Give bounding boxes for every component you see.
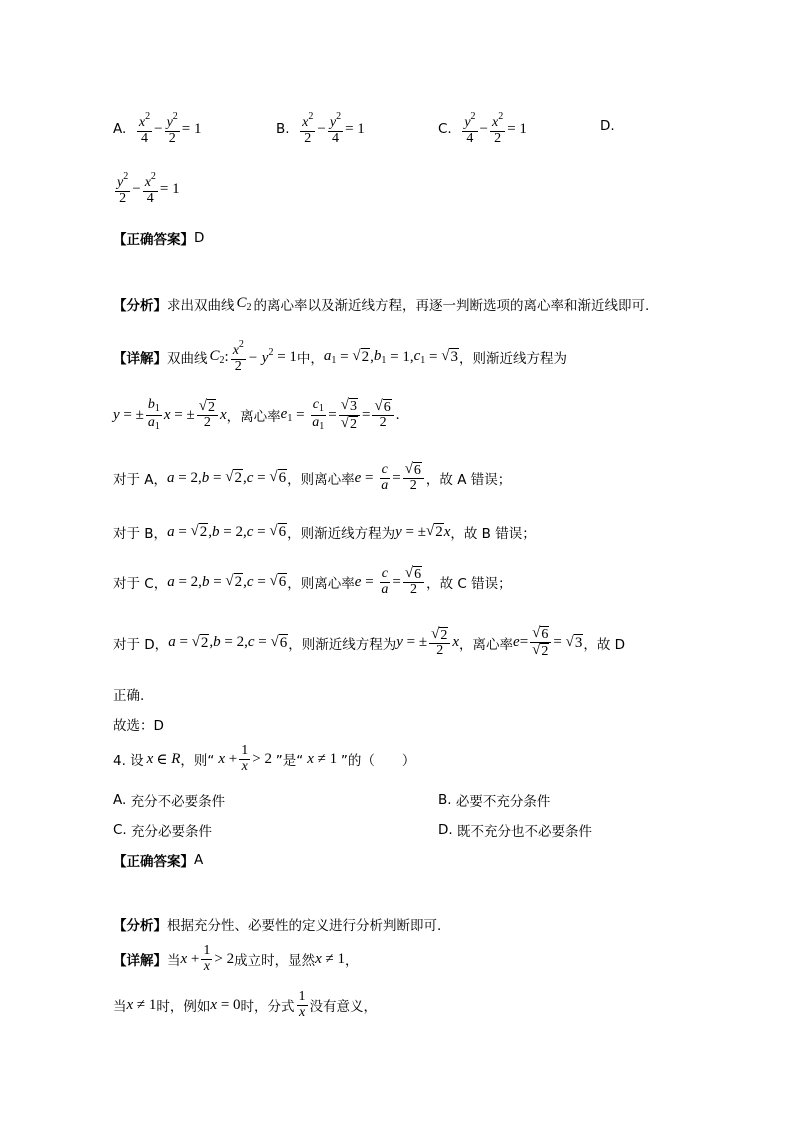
fraction: $\frac{y^2}{2}$: [117, 171, 129, 206]
option-b: B. $\frac{x^2}{2}$ − $\frac{y^2}{4}$ = 1: [276, 111, 365, 146]
option-d: [600, 118, 615, 134]
fraction: √ 6 √ 2: [530, 626, 551, 660]
fraction: $\frac{c_1}{a_1}$: [312, 397, 325, 432]
fraction: $\frac{1}{x}$: [203, 943, 211, 974]
detail-label: 【详解】: [113, 953, 167, 970]
option-label: A.: [113, 121, 127, 138]
q4-analysis-line: 【分析】 根据充分性、必要性的定义进行分析判断即可.: [113, 914, 441, 934]
case-d-line: 对于 D， a = √ 2 , b = 2, c = √ 6 ，则渐近线方程为 y = ± √ 2 2 x ，离心率 e = √ 6 √ 2 = √ 3 ，故 D: [113, 625, 626, 660]
analysis-label: 【分析】: [113, 298, 167, 314]
fraction: $\frac{x^2}{4}$: [144, 171, 156, 206]
answer-label: 【正确答案】: [113, 854, 194, 870]
fraction: $\frac{y^2}{4}$: [464, 111, 476, 146]
fraction: $\frac{y^2}{2}$: [166, 111, 178, 146]
q4-detail-line: 【详解】 当 x + $\frac{1}{x}$ > 2 成立时，显然 x ≠ 1 ，: [113, 943, 359, 974]
option-c: C. $\frac{y^2}{4}$ − $\frac{x^2}{2}$ = 1: [438, 111, 527, 146]
answer-value: A: [194, 852, 204, 868]
case-b-line: 对于 B， a = √ 2 , b = 2, c = √ 6 ，则渐近线方程为 y = ± √ 2 x ，故 B 错误；: [113, 523, 536, 542]
detail-line-2: y = ± $\frac{b_1}{a_1}$ x = ± √ 2 2 x ，离心率 $e_1$ = $\frac{c_1}{a_1}$ = √ 3 √ 2 = √ 6 2 .: [113, 397, 400, 432]
option-label: C.: [438, 121, 452, 138]
detail-line: 【详解】 双曲线 $C_2$ : $\frac{x^2}{2}$ − $y^2$ = 1 中， $a_1$ = √ 2 , $b_1$ = 1, $c_1$ = √ 3 ，则渐近线方程为: [113, 339, 567, 374]
fraction: $\frac{1}{x}$: [241, 743, 249, 774]
q4-option-c: C. 充分必要条件: [113, 822, 213, 840]
case-c-line: 对于 C， a = 2, b = √ 2 , c = √ 6 ，则离心率 e = $\frac{c}{a}$ = √ 6 2 ，故 C 错误；: [113, 565, 512, 598]
fraction: √ 6 2: [403, 566, 424, 598]
q4-detail-line-2: 当 x ≠ 1 时，例如 x = 0 时，分式 $\frac{1}{x}$ 没有意义，: [113, 989, 378, 1020]
answer-line: [113, 228, 204, 248]
analysis-line: 【分析】 求出双曲线 $C_2$ 的离心率以及渐近线方程，再逐一判断选项的离心率和渐近线即可.: [113, 295, 650, 314]
q4-option-b: B. 必要不充分条件: [438, 792, 551, 810]
question-number: 4. 设: [113, 753, 144, 770]
fraction: $\frac{c}{a}$: [381, 461, 389, 493]
analysis-label: 【分析】: [113, 918, 167, 934]
option-label: B.: [276, 121, 290, 138]
q4-answer-line: [113, 850, 203, 870]
fraction: √ 6 2: [403, 462, 424, 494]
q4-option-d: D. 既不充分也不必要条件: [438, 822, 592, 840]
q4-option-a: A. 充分不必要条件: [113, 792, 226, 810]
fraction: $\frac{c}{a}$: [381, 565, 389, 597]
conclusion-line: 故选：D: [113, 718, 164, 734]
case-d-line-2: 正确.: [113, 688, 145, 704]
option-a: A. $\frac{x^2}{4}$ − $\frac{y^2}{2}$ = 1: [113, 111, 202, 146]
case-a-line: 对于 A， a = 2, b = √ 2 , c = √ 6 ，则离心率 e = $\frac{c}{a}$ = √ 6 2 ，故 A 错误；: [113, 461, 512, 494]
fraction: $\frac{x^2}{2}$: [232, 339, 244, 374]
fraction: √ 6 2: [372, 399, 393, 431]
fraction: $\frac{x^2}{2}$: [492, 111, 504, 146]
fraction: $\frac{x^2}{4}$: [138, 111, 151, 146]
detail-label: 【详解】: [113, 351, 167, 368]
fraction: $\frac{x^2}{2}$: [302, 111, 314, 146]
fraction: $\frac{b_1}{a_1}$: [147, 397, 160, 432]
option-d-equation: $\frac{y^2}{2}$ − $\frac{x^2}{4}$ = 1: [117, 171, 180, 206]
fraction: $\frac{1}{x}$: [298, 989, 306, 1020]
fraction: √ 3 √ 2: [339, 398, 360, 432]
question-4-stem: 4. 设 x ∈ R ，则“ x + $\frac{1}{x}$ > 2 ”是“ x ≠ 1 ”的（ ）: [113, 743, 416, 774]
fraction: $\frac{y^2}{4}$: [329, 111, 342, 146]
answer-value: D: [194, 230, 205, 246]
fraction: √ 2 2: [197, 399, 218, 431]
option-label: D.: [600, 118, 615, 134]
answer-label: 【正确答案】: [113, 232, 194, 248]
fraction: √ 2 2: [429, 627, 450, 659]
